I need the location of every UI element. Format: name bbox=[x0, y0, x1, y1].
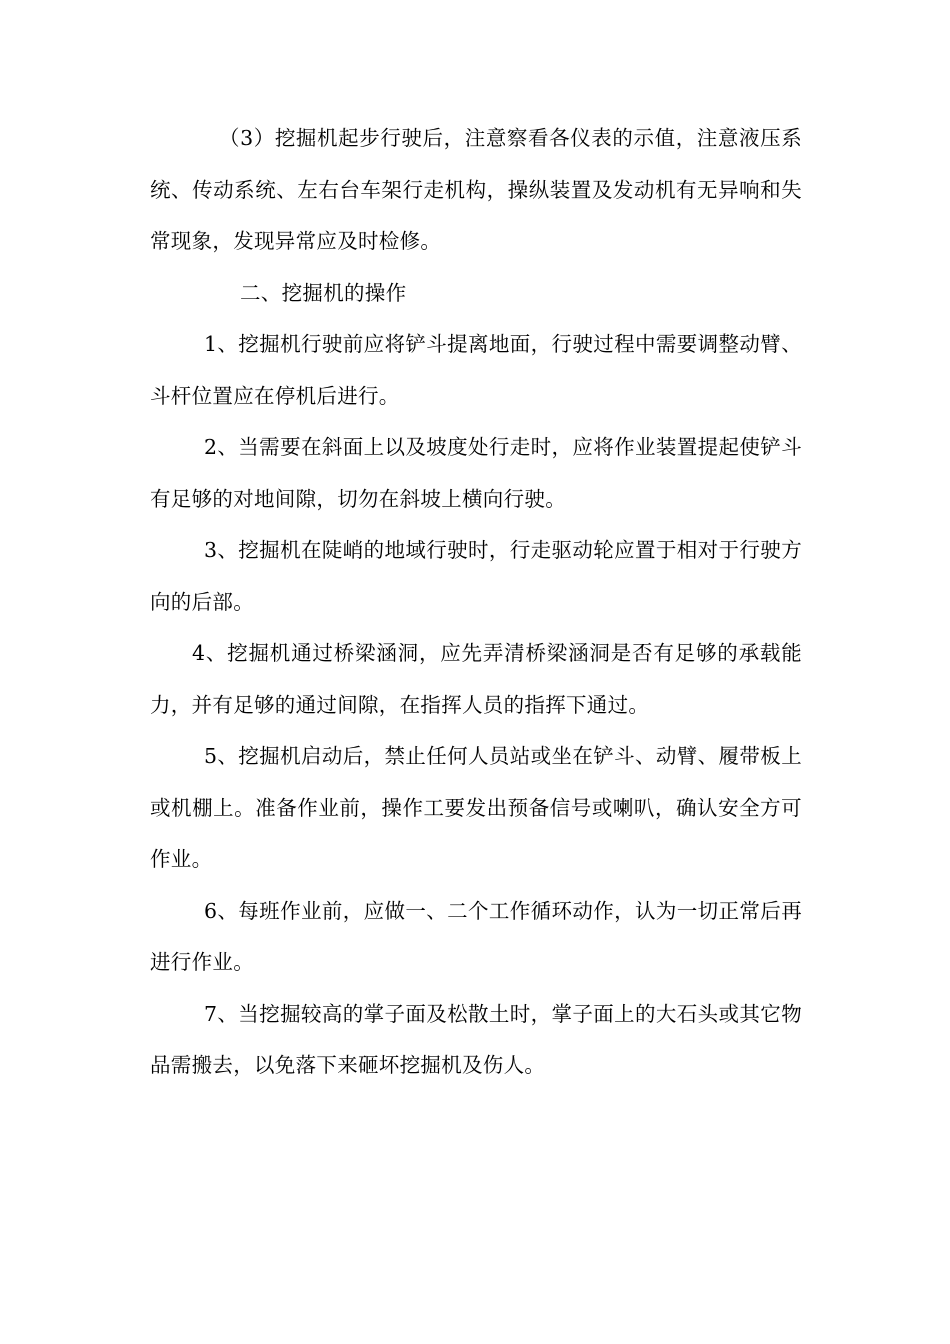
paragraph-item-2: 2、当需要在斜面上以及坡度处行走时，应将作业装置提起使铲斗有足够的对地间隙，切勿在斜坡上横向行驶。 bbox=[150, 435, 802, 511]
paragraph-item-4: 4、挖掘机通过桥梁涵洞，应先弄清桥梁涵洞是否有足够的承载能力，并有足够的通过间隙，在指挥人员的指挥下通过。 bbox=[150, 641, 802, 717]
paragraph-startup-check: （3）挖掘机起步行驶后，注意察看各仪表的示值，注意液压系统、传动系统、左右台车架行走机构，操纵装置及发动机有无异响和失常现象，发现异常应及时检修。 bbox=[150, 126, 802, 253]
paragraph-item-5: 5、挖掘机启动后，禁止任何人员站或坐在铲斗、动臂、履带板上或机棚上。准备作业前，操作工要发出预备信号或喇叭，确认安全方可作业。 bbox=[150, 744, 802, 871]
paragraph-item-7: 7、当挖掘较高的掌子面及松散土时，掌子面上的大石头或其它物品需搬去，以免落下来砸坏挖掘机及伤人。 bbox=[150, 1001, 802, 1077]
paragraph-item-3: 3、挖掘机在陡峭的地域行驶时，行走驱动轮应置于相对于行驶方向的后部。 bbox=[150, 538, 802, 614]
section-heading-operation: 二、挖掘机的操作 bbox=[240, 280, 407, 305]
document-body bbox=[150, 113, 802, 1092]
paragraph-item-1: 1、挖掘机行驶前应将铲斗提离地面，行驶过程中需要调整动臂、斗杆位置应在停机后进行。 bbox=[150, 332, 802, 408]
paragraph-item-6: 6、每班作业前，应做一、二个工作循环动作，认为一切正常后再进行作业。 bbox=[150, 898, 802, 974]
